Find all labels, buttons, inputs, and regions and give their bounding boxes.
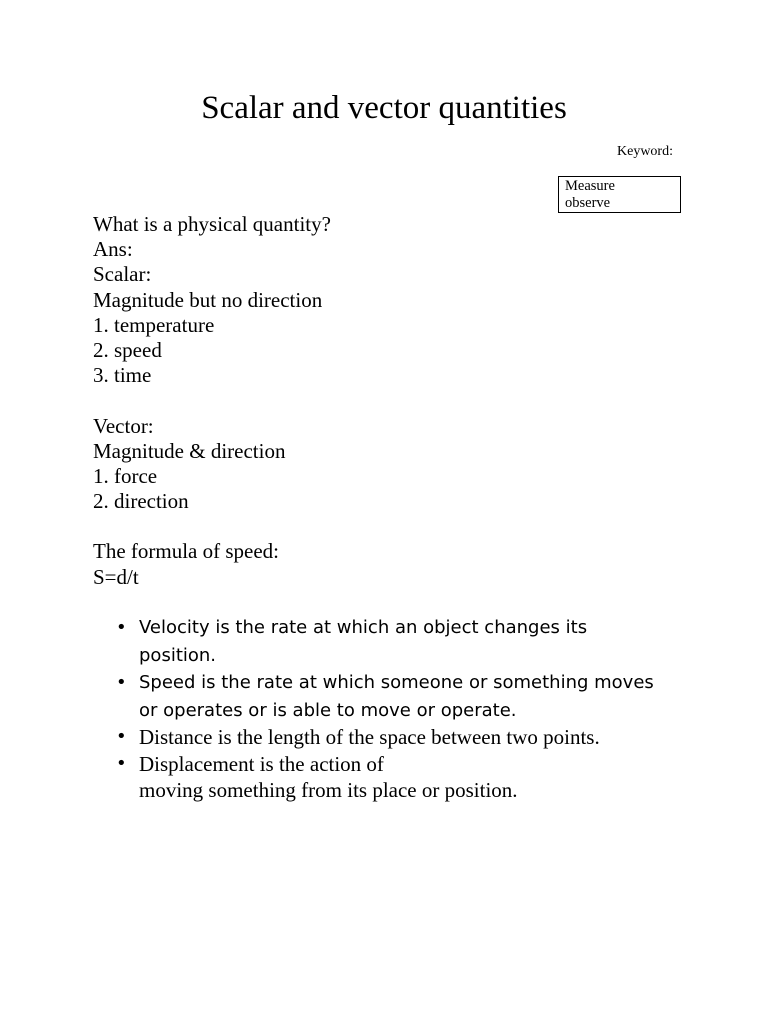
bullet-item-distance [93,724,693,751]
bullet-text-line: or operates or is able to move or operate. [139,699,517,721]
vector-example: 2. direction [93,489,189,514]
vector-example: 1. force [93,463,158,488]
bullet-text-line: Speed is the rate at which someone or something moves [139,672,654,693]
formula-heading: The formula of speed: [93,539,280,564]
vector-heading: Vector: [93,413,154,438]
bullet-icon: • [116,672,127,693]
scalar-heading: Scalar: [93,262,152,287]
scalar-example: 1. temperature [93,312,215,337]
notes-body [93,212,331,590]
vector-definition: Magnitude & direction [93,438,286,463]
scalar-example: 2. speed [93,337,162,362]
blank-line [93,514,331,539]
keyword-box-line: observe [565,195,611,211]
keyword-box-line: Measure [565,178,615,194]
bullet-text-line: Displacement is the action of [139,751,384,776]
bullet-text-line: moving something from its place or position. [139,778,518,802]
definitions-list [93,614,693,804]
bullet-text-line: Distance is the length of the space between two points. [139,725,600,749]
bullet-icon: • [116,617,127,638]
bullet-icon: • [116,726,127,747]
document-title: Scalar and vector quantities [201,90,567,126]
bullet-text-line: position. [139,644,217,666]
answer-label: Ans: [93,237,133,262]
bullet-text-line: Velocity is the rate at which an object changes its [139,617,588,638]
bullet-item-speed [93,669,693,724]
scalar-example: 3. time [93,363,152,388]
bullet-item-velocity [93,614,693,669]
bullet-icon: • [116,752,127,774]
keyword-box [558,176,681,213]
scalar-definition: Magnitude but no direction [93,287,323,312]
bullet-item-displacement [93,751,693,804]
speed-formula: S=d/t [93,564,139,589]
keyword-label: Keyword: [617,144,673,159]
blank-line [93,388,331,413]
question-line: What is a physical quantity? [93,212,331,236]
